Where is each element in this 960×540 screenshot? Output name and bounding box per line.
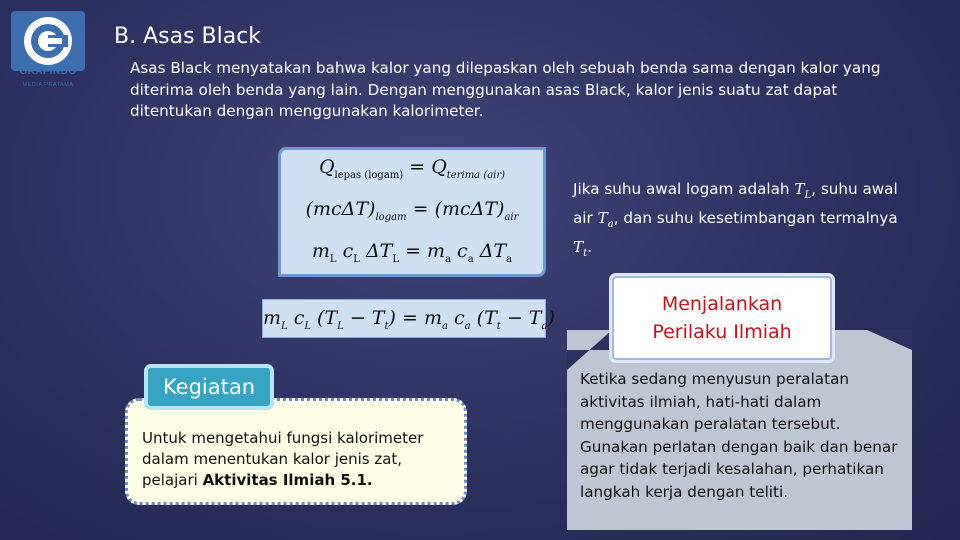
logo-brand: GRAFINDO [19, 66, 77, 77]
formula-line-1: $Q_{lepas (logam)} = Q_{terima (air)}$ [318, 156, 506, 181]
section-heading: B. Asas Black [114, 24, 262, 49]
ribbon-title: Menjalankan Perilaku Ilmiah [652, 293, 792, 343]
behavior-text: Ketika sedang menyusun peralatan aktivitas ilmiah, hati-hati dalam menggunakan peralatan tersebut. Gunakan perlatan dengan baik dan benar agar tidak terjadi kesalahan, perhatikan langkah kerja dengan teliti. [580, 370, 898, 501]
activity-label: Kegiatan [144, 364, 274, 410]
formula-line-3-text: $m_L$ $c_L$ $\Delta T_L = m_a$ $c_a$ $\Delta T_a$ [311, 240, 513, 265]
temperature-note: Jika suhu awal logam adalah $T_L$, suhu awal air $T_a$, dan suhu kesetimbangan termalnya $T_t$. [573, 180, 898, 260]
formula-line-4-text: $m_L$ $c_L$ $(T_L - T_t) = m_a$ $c_a$ $(T_t - T_a)$ [263, 307, 555, 332]
logo-tagline: MEDIA PRATAMA [22, 82, 74, 88]
behavior-ribbon [612, 276, 832, 360]
activity-text: Untuk mengetahui fungsi kalorimeter dalam menentukan kalor jenis zat, pelajari Aktivitas Ilmiah 5.1. [142, 429, 424, 489]
formula-expanded [262, 299, 555, 338]
formula-box [278, 147, 546, 277]
intro-paragraph: Asas Black menyatakan bahwa kalor yang dilepaskan oleh sebuah benda sama dengan kalor yang diterima oleh benda yang lain. Dengan menggunakan asas Black, kalor jenis suatu zat dapat ditentukan dengan menggunakan kalorimeter. [130, 59, 881, 120]
formula-line-3 [281, 240, 543, 265]
formula-line-2: $(mc\Delta T)_{logam} = (mc\Delta T)_{air}$ [305, 198, 519, 223]
activity-reference: Aktivitas Ilmiah 5.1. [202, 471, 373, 489]
